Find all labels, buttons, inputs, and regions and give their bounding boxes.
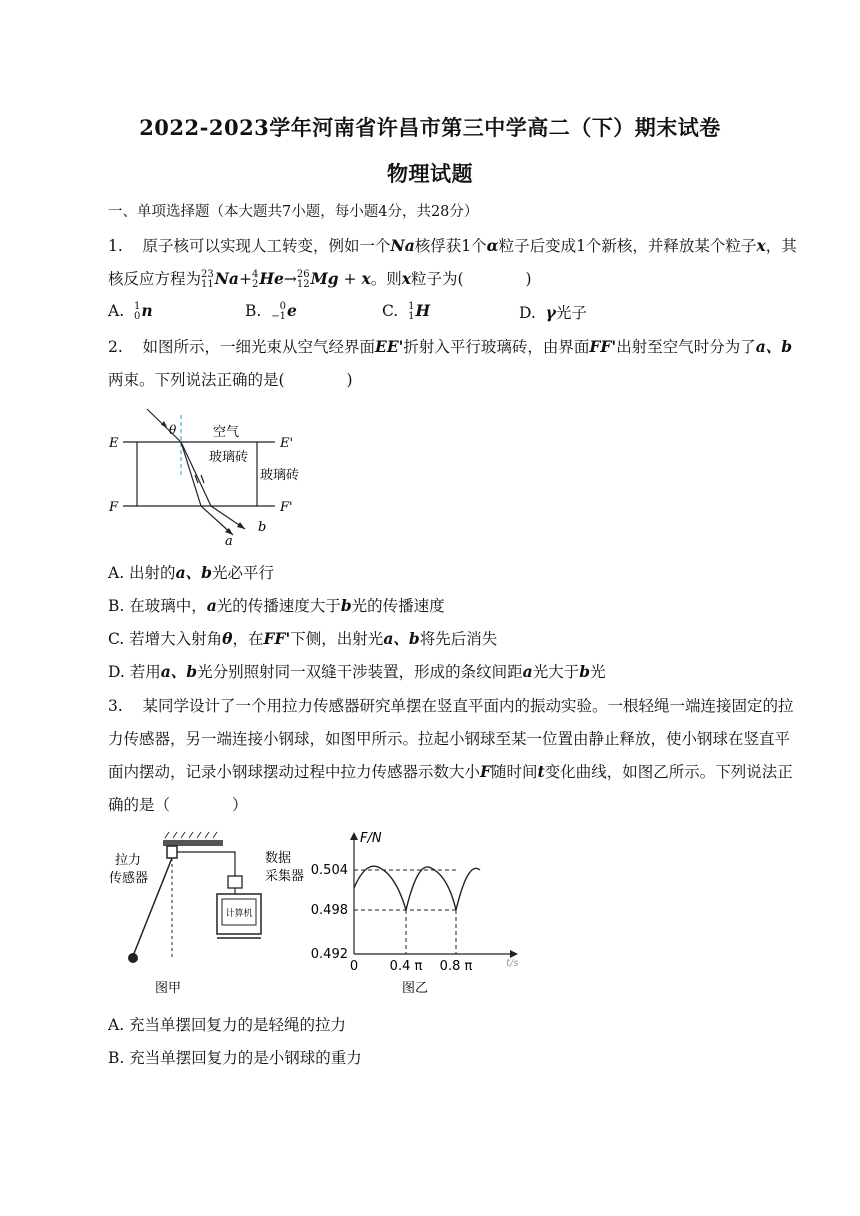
label-theta: θ: [169, 423, 177, 437]
q1-line2: 核反应方程为 23 11 Na+ 4 2 He→ 26 12 Mg + x。则x粒子为( ): [108, 269, 532, 290]
x-tick-04pi: 0.4 π: [389, 959, 423, 974]
y-tick-0492: 0.492: [310, 947, 348, 962]
x-tick-0: 0: [349, 959, 359, 974]
sensor-wire: [177, 852, 235, 876]
q1-option-b[interactable]: B. 0 −1 e: [245, 301, 297, 322]
q1-option-c[interactable]: C. 1 1 H: [382, 301, 431, 322]
y-tick-0504: 0.504: [310, 863, 348, 878]
ray-a-in-glass: [181, 442, 201, 506]
label-f: F: [109, 500, 119, 515]
collector-label-1: 数据: [265, 851, 292, 866]
q3-line1: 3. 某同学设计了一个用拉力传感器研究单摆在竖直平面内的振动实验。一根轻绳一端连接固定的拉: [108, 697, 794, 715]
force-sensor: [167, 846, 177, 858]
label-glass-1: 玻璃砖: [209, 450, 249, 465]
q2-option-b[interactable]: B. 在玻璃中，a光的传播速度大于b光的传播速度: [108, 596, 445, 615]
x-tick-08pi: 0.8 π: [439, 959, 473, 974]
y-axis-label: F/N: [360, 831, 382, 846]
steel-ball: [128, 953, 138, 963]
y-tick-0498: 0.498: [310, 903, 348, 918]
q2-option-a[interactable]: A. 出射的a、b光必平行: [108, 563, 274, 582]
label-a: a: [225, 534, 233, 548]
label-f-prime: F': [280, 500, 293, 515]
page-subtitle: 物理试题: [387, 161, 473, 186]
q3-line2: 力传感器，另一端连接小钢球，如图甲所示。拉起小钢球至某一位置由静止释放，使小钢球在竖直平: [108, 730, 791, 748]
q3-line3: 面内摆动，记录小钢球摆动过程中拉力传感器示数大小F随时间t变化曲线，如图乙所示。下列说法正: [108, 762, 793, 781]
label-e: E: [109, 436, 119, 451]
q1-option-a[interactable]: A. 1 0 n: [108, 301, 153, 322]
q3-line4: 确的是（ ）: [108, 796, 248, 814]
ceiling: [163, 840, 223, 846]
force-time-chart: [308, 830, 523, 1000]
sensor-label-1: 拉力: [115, 853, 142, 868]
figure-b-caption: 图乙: [402, 981, 429, 996]
q3-option-a[interactable]: A. 充当单摆回复力的是轻绳的拉力: [108, 1016, 347, 1034]
label-air: 空气: [213, 425, 240, 440]
page-title: 2022-2023学年河南省许昌市第三中学高二（下）期末试卷: [139, 115, 721, 140]
label-e-prime: E': [280, 436, 294, 451]
collector-label-2: 采集器: [265, 869, 305, 884]
q3-option-b[interactable]: B. 充当单摆回复力的是小钢球的重力: [108, 1049, 362, 1067]
force-curve: [354, 866, 480, 910]
computer-label: 计算机: [225, 909, 253, 919]
data-collector-box: [228, 876, 242, 888]
label-b: b: [258, 520, 267, 535]
q2-line2: 两束。下列说法正确的是( ): [108, 371, 353, 389]
q1-option-d[interactable]: D. γ光子: [519, 303, 587, 322]
ray-b-arrow: [237, 522, 245, 529]
q2-line1: 2. 如图所示，一细光束从空气经界面EE'折射入平行玻璃砖，由界面FF'出射至空气时分为了a、b: [108, 337, 793, 356]
refraction-figure: [105, 403, 315, 548]
pendulum-figure: [105, 830, 315, 1000]
q2-option-d[interactable]: D. 若用a、b光分别照射同一双缝干涉装置，形成的条纹间距a光大于b光: [108, 662, 606, 681]
section-heading: 一、单项选择题（本大题共7小题，每小题4分，共28分）: [108, 204, 479, 220]
label-glass-2: 玻璃砖: [260, 468, 300, 483]
q1-line1: 1. 原子核可以实现人工转变，例如一个Na核俘获1个α粒子后变成1个新核，并释放某个粒子x，其: [108, 236, 797, 255]
figure-a-caption: 图甲: [155, 981, 182, 996]
q2-option-c[interactable]: C. 若增大入射角θ，在FF'下侧，出射光a、b将先后消失: [108, 629, 498, 648]
sensor-label-2: 传感器: [109, 871, 149, 886]
x-axis-label: t/s: [506, 958, 519, 969]
ray-b-in-glass: [181, 442, 211, 506]
